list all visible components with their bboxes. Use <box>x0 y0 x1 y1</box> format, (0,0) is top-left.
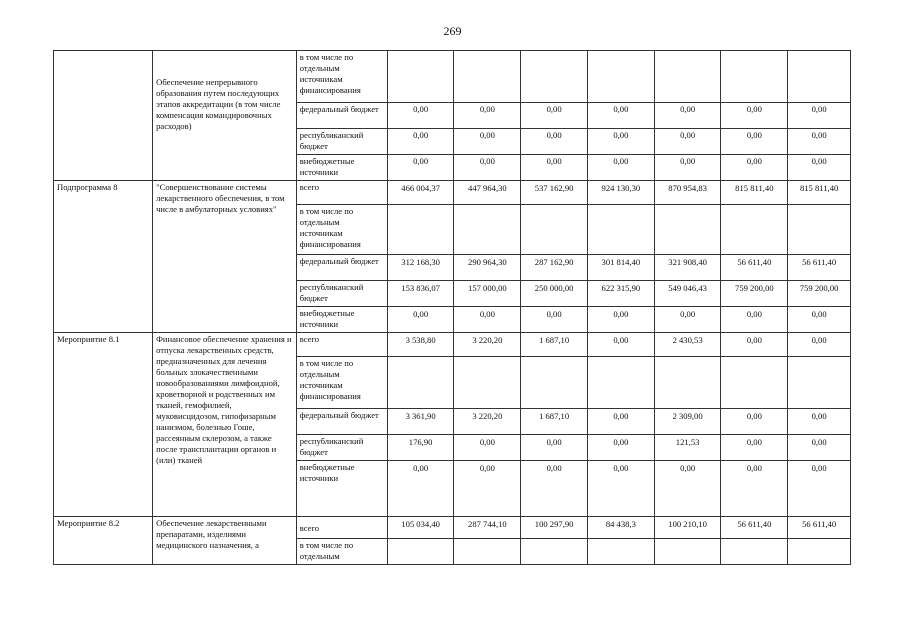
value-cell: 105 034,40 <box>387 517 454 539</box>
source-label: внебюджетные источники <box>296 461 387 517</box>
value-cell: 0,00 <box>788 333 851 357</box>
value-cell: 0,00 <box>587 155 654 181</box>
value-cell: 287 162,90 <box>521 255 588 281</box>
value-cell: 537 162,90 <box>521 181 588 205</box>
value-cell: 121,53 <box>654 435 721 461</box>
value-cell: 56 611,40 <box>788 517 851 539</box>
value-cell: 3 538,80 <box>387 333 454 357</box>
activity-code: Мероприятие 8.2 <box>54 517 153 565</box>
value-cell: 0,00 <box>788 461 851 517</box>
source-label: федеральный бюджет <box>296 103 387 129</box>
value-cell: 312 168,30 <box>387 255 454 281</box>
value-cell: 870 954,83 <box>654 181 721 205</box>
source-label: в том числе по отдельным источникам финансирования <box>296 51 387 103</box>
value-cell: 549 046,43 <box>654 281 721 307</box>
source-label: всего <box>296 517 387 539</box>
value-cell: 0,00 <box>521 435 588 461</box>
value-cell: 290 964,30 <box>454 255 521 281</box>
table-row <box>54 51 851 103</box>
value-cell: 759 200,00 <box>721 281 788 307</box>
value-cell: 0,00 <box>721 461 788 517</box>
budget-table <box>53 50 851 565</box>
program-name: "Совершенствование системы лекарственного обеспечения, в том числе в амбулаторных условиях" <box>153 181 297 333</box>
value-cell: 0,00 <box>521 461 588 517</box>
value-cell: 2 430,53 <box>654 333 721 357</box>
source-label: в том числе по отдельным источникам финансирования <box>296 357 387 409</box>
value-cell: 0,00 <box>454 155 521 181</box>
value-cell: 153 836,07 <box>387 281 454 307</box>
activity-name: Обеспечение лекарственными препаратами, изделиями медицинского назначения, а <box>153 517 297 565</box>
value-cell: 466 004,37 <box>387 181 454 205</box>
value-cell: 287 744,10 <box>454 517 521 539</box>
value-cell: 250 000,00 <box>521 281 588 307</box>
value-cell: 0,00 <box>721 333 788 357</box>
value-cell: 0,00 <box>454 435 521 461</box>
value-cell: 0,00 <box>721 155 788 181</box>
value-cell: 0,00 <box>587 409 654 435</box>
source-label: в том числе по отдельным <box>296 539 387 565</box>
value-cell: 56 611,40 <box>721 255 788 281</box>
value-cell: 0,00 <box>587 103 654 129</box>
value-cell: 301 814,40 <box>587 255 654 281</box>
activity-name: Финансовое обеспечение хранения и отпуска лекарственных средств, предназначенных для лечения больных злокачественными новообразованиями лимфоидной, кроветворной и родственных им тканей, гемофилией, муковисцидозом, гипофизарным нанизмом, болезнью Гоше, рассеянным склерозом, а также после трансплантации органов и (или) тканей <box>153 333 297 517</box>
value-cell: 0,00 <box>721 409 788 435</box>
value-cell: 56 611,40 <box>721 517 788 539</box>
program-code: Подпрограмма 8 <box>54 181 153 333</box>
value-cell: 1 687,10 <box>521 333 588 357</box>
value-cell: 0,00 <box>587 461 654 517</box>
value-cell: 0,00 <box>654 307 721 333</box>
value-cell: 0,00 <box>387 129 454 155</box>
value-cell: 0,00 <box>387 103 454 129</box>
value-cell: 815 811,40 <box>788 181 851 205</box>
source-label: внебюджетные источники <box>296 307 387 333</box>
source-label: федеральный бюджет <box>296 255 387 281</box>
value-cell: 84 438,3 <box>587 517 654 539</box>
value-cell: 0,00 <box>454 307 521 333</box>
value-cell: 0,00 <box>654 461 721 517</box>
value-cell: 924 130,30 <box>587 181 654 205</box>
value-cell: 0,00 <box>788 155 851 181</box>
value-cell: 0,00 <box>788 103 851 129</box>
value-cell: 321 908,40 <box>654 255 721 281</box>
value-cell: 622 315,90 <box>587 281 654 307</box>
value-cell: 56 611,40 <box>788 255 851 281</box>
value-cell: 0,00 <box>587 333 654 357</box>
value-cell: 0,00 <box>387 461 454 517</box>
source-label: республиканский бюджет <box>296 435 387 461</box>
page-number: 269 <box>443 24 462 38</box>
value-cell: 0,00 <box>654 129 721 155</box>
source-label: всего <box>296 181 387 205</box>
value-cell: 0,00 <box>721 103 788 129</box>
source-label: республиканский бюджет <box>296 281 387 307</box>
value-cell: 0,00 <box>454 461 521 517</box>
activity-code: Мероприятие 8.1 <box>54 333 153 517</box>
value-cell: 0,00 <box>788 435 851 461</box>
value-cell: 0,00 <box>521 155 588 181</box>
value-cell: 2 309,00 <box>654 409 721 435</box>
value-cell: 176,90 <box>387 435 454 461</box>
value-cell: 100 210,10 <box>654 517 721 539</box>
value-cell: 0,00 <box>788 409 851 435</box>
value-cell: 3 220,20 <box>454 333 521 357</box>
activity-name: Обеспечение непрерывного образования путем последующих этапов аккредитации (в том числе компенсация командировочных расходов) <box>153 51 297 181</box>
value-cell: 3 361,90 <box>387 409 454 435</box>
value-cell: 815 811,40 <box>721 181 788 205</box>
value-cell: 0,00 <box>521 103 588 129</box>
source-label: внебюджетные источники <box>296 155 387 181</box>
source-label: федеральный бюджет <box>296 409 387 435</box>
source-label: в том числе по отдельным источникам финансирования <box>296 205 387 255</box>
source-label: республиканский бюджет <box>296 129 387 155</box>
table-row <box>54 333 851 357</box>
value-cell: 0,00 <box>454 129 521 155</box>
table-row <box>54 517 851 539</box>
value-cell: 759 200,00 <box>788 281 851 307</box>
value-cell: 0,00 <box>587 435 654 461</box>
code-cell <box>54 51 153 181</box>
value-cell: 0,00 <box>788 129 851 155</box>
value-cell: 0,00 <box>721 129 788 155</box>
value-cell: 0,00 <box>387 155 454 181</box>
value-cell: 0,00 <box>387 307 454 333</box>
value-cell: 3 220,20 <box>454 409 521 435</box>
value-cell: 157 000,00 <box>454 281 521 307</box>
value-cell: 0,00 <box>454 103 521 129</box>
value-cell: 0,00 <box>654 103 721 129</box>
value-cell: 100 297,90 <box>521 517 588 539</box>
value-cell: 0,00 <box>521 307 588 333</box>
value-cell: 0,00 <box>521 129 588 155</box>
value-cell: 0,00 <box>721 435 788 461</box>
value-cell: 0,00 <box>788 307 851 333</box>
value-cell: 447 964,30 <box>454 181 521 205</box>
value-cell: 0,00 <box>587 307 654 333</box>
source-label: всего <box>296 333 387 357</box>
value-cell: 0,00 <box>587 129 654 155</box>
value-cell: 1 687,10 <box>521 409 588 435</box>
value-cell: 0,00 <box>654 155 721 181</box>
table-row <box>54 181 851 205</box>
value-cell: 0,00 <box>721 307 788 333</box>
